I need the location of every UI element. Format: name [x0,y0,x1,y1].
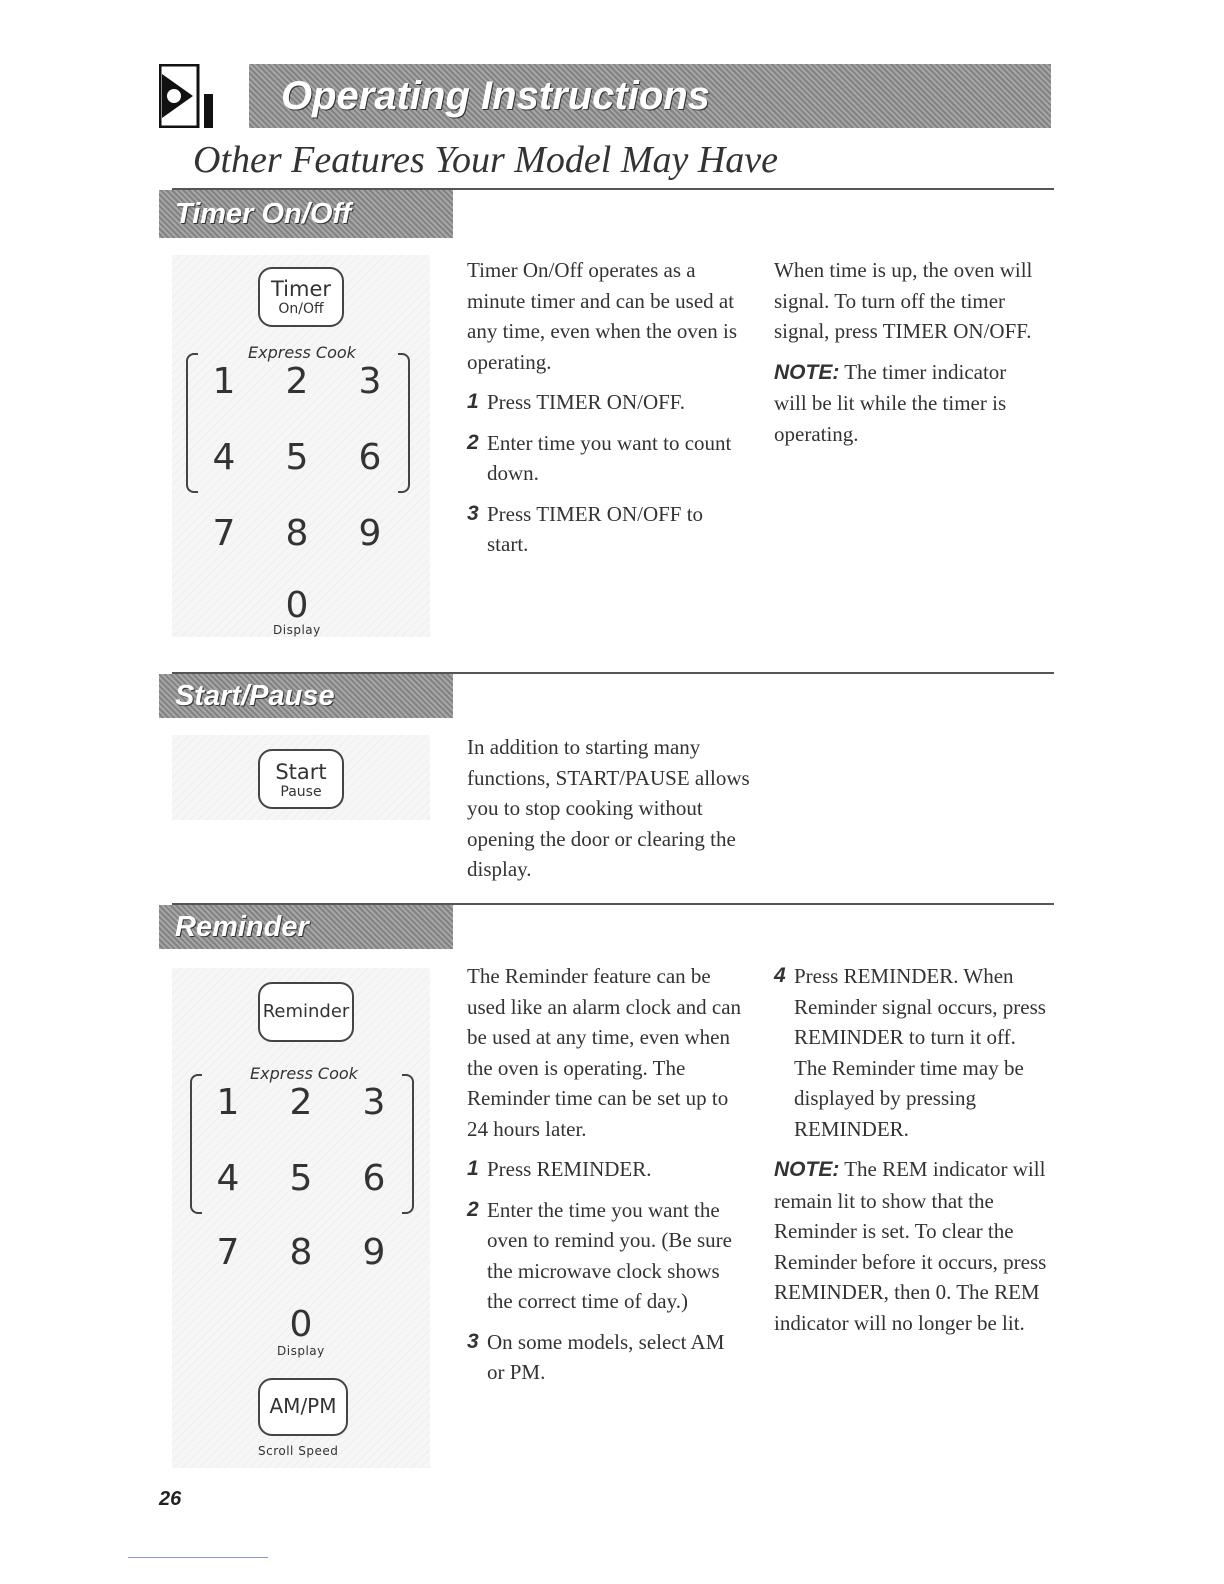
timer-signal-text: When time is up, the oven will signal. To turn off the timer signal, press TIMER ON/OFF. [774,258,1033,343]
start-pause-button[interactable]: Start Pause [258,749,344,809]
timer-right-column [774,255,1044,459]
digit-7-button[interactable]: 7 [216,1232,240,1273]
digit-4-button[interactable]: 4 [216,1158,240,1199]
digit-5-button[interactable]: 5 [289,1158,313,1199]
express-cook-label: Express Cook [250,1064,358,1083]
timer-keypad [172,255,430,637]
reminder-step-3: 3 On some models, select AM or PM. [467,1329,725,1384]
digit-6-button[interactable]: 6 [358,437,382,478]
digit-3-button[interactable]: 3 [358,361,382,402]
digit-4-button[interactable]: 4 [212,437,236,478]
start-keypad [172,735,430,820]
digit-0-button[interactable]: 0 [285,585,309,626]
digit-2-button[interactable]: 2 [289,1082,313,1123]
reminder-keypad [172,968,430,1468]
footer-rule [128,1557,268,1558]
digit-5-button[interactable]: 5 [285,437,309,478]
reminder-step-1: 1 Press REMINDER. [467,1157,652,1181]
section-title-start-pause: Start/Pause [159,674,453,718]
reminder-step-2: 2 Enter the time you want the oven to remind you. (Be sure the microwave clock shows the correct time of day.) [467,1197,732,1313]
reminder-instructions [467,961,747,1398]
microwave-dish-icon [159,64,221,128]
page-banner: Operating Instructions [249,64,1051,128]
express-cook-bracket-right [402,1074,414,1214]
digit-2-button[interactable]: 2 [285,361,309,402]
express-cook-label: Express Cook [248,343,356,362]
reminder-right-column [774,961,1049,1348]
reminder-step-4: 4 Press REMINDER. When Reminder signal occurs, press REMINDER to turn it off. The Reminder time may be displayed by pressing REMINDER. [774,964,1046,1141]
timer-on-off-button[interactable]: Timer On/Off [258,267,344,327]
digit-9-button[interactable]: 9 [358,513,382,554]
scroll-speed-label: Scroll Speed [258,1444,339,1458]
reminder-intro: The Reminder feature can be used like an alarm clock and can be used at any time, even when the oven is operating. The Reminder time can be set up to 24 hours later. [467,964,742,1141]
display-label: Display [273,623,321,637]
timer-step-3: 3 Press TIMER ON/OFF to start. [467,501,704,556]
start-pause-text: In addition to starting many functions, START/PAUSE allows you to stop cooking without opening the door or clearing the display. [467,735,750,881]
display-label: Display [277,1344,325,1358]
section-title-reminder: Reminder [159,905,453,949]
express-cook-bracket-right [398,353,410,493]
digit-7-button[interactable]: 7 [212,513,236,554]
chapter-icon [159,64,221,128]
page-subtitle: Other Features Your Model May Have [193,139,779,181]
timer-intro: Timer On/Off operates as a minute timer and can be used at any time, even when the oven is operating. [467,258,738,374]
digit-8-button[interactable]: 8 [285,513,309,554]
digit-6-button[interactable]: 6 [362,1158,386,1199]
digit-1-button[interactable]: 1 [216,1082,240,1123]
timer-step-1: 1 Press TIMER ON/OFF. [467,390,686,414]
digit-9-button[interactable]: 9 [362,1232,386,1273]
reminder-button[interactable]: Reminder [258,982,354,1042]
section-title-timer: Timer On/Off [159,190,453,238]
digit-3-button[interactable]: 3 [362,1082,386,1123]
timer-instructions [467,255,747,570]
reminder-note: NOTE: The REM indicator will remain lit to show that the Reminder is set. To clear the Reminder before it occurs, press REMINDER, then 0. The REM indicator will no longer be lit. [774,1157,1047,1335]
am-pm-button[interactable]: AM/PM [258,1378,348,1436]
timer-step-2: 2 Enter time you want to count down. [467,430,732,485]
digit-1-button[interactable]: 1 [212,361,236,402]
express-cook-bracket-left [186,353,198,493]
digit-0-button[interactable]: 0 [289,1304,313,1345]
digit-8-button[interactable]: 8 [289,1232,313,1273]
page-number: 26 [159,1488,182,1510]
start-instructions [467,732,752,895]
timer-note: NOTE: The timer indicator will be lit while the timer is operating. [774,359,1007,446]
express-cook-bracket-left [190,1074,202,1214]
